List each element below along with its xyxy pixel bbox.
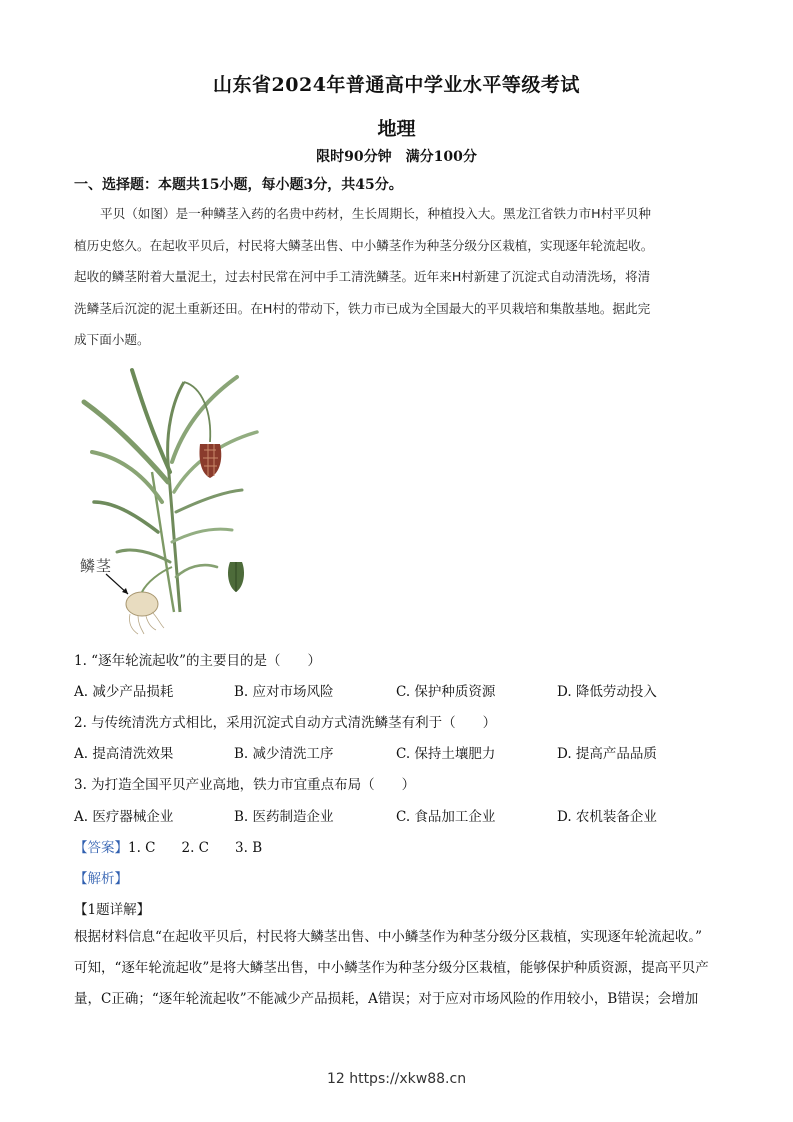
fritillaria-figure <box>72 362 282 637</box>
answer-tag: 【答案】 <box>74 840 128 856</box>
q1-option-b: B. 应对市场风险 <box>234 684 334 700</box>
answer-1: 1. C <box>128 840 156 856</box>
question-2-stem: 2. 与传统清洗方式相比，采用沉淀式自动方式清洗鳞茎有利于（ ） <box>74 715 497 731</box>
q3-option-b: B. 医药制造企业 <box>234 809 334 825</box>
question-3-stem: 3. 为打造全国平贝产业高地，铁力市宜重点布局（ ） <box>74 777 416 793</box>
bulb-label: 鳞茎 <box>80 557 113 575</box>
q2-option-c: C. 保持土壤肥力 <box>396 746 496 762</box>
subject-title: 地理 <box>377 118 416 140</box>
material-line: 洗鳞茎后沉淀的泥土重新还田。在H村的带动下，铁力市已成为全国最大的平贝栽培和集散基地。据此完 <box>74 300 651 316</box>
analysis-line: 根据材料信息“在起收平贝后，村民将大鳞茎出售、中小鳞茎作为种茎分级分区栽植，实现逐年轮流起收。” <box>74 929 703 945</box>
q1-analysis-heading: 【1题详解】 <box>74 902 151 918</box>
section-heading: 一、选择题：本题共15小题，每小题3分，共45分。 <box>74 177 403 193</box>
analysis-tag: 【解析】 <box>74 871 128 887</box>
q2-option-d: D. 提高产品品质 <box>557 746 657 762</box>
answer-3: 3. B <box>235 840 263 856</box>
material-line: 成下面小题。 <box>74 332 150 347</box>
page-footer: 12 https://xkw88.cn <box>326 1071 467 1087</box>
material-line: 平贝（如图）是一种鳞茎入药的名贵中药材，生长周期长，种植投入大。黑龙江省铁力市H村平贝种 <box>100 206 652 221</box>
answer-2: 2. C <box>181 840 210 856</box>
time-score-line: 限时90分钟 满分100分 <box>316 149 477 165</box>
material-line: 植历史悠久。在起收平贝后，村民将大鳞茎出售、中小鳞茎作为种茎分级分区栽植，实现逐年轮流起收。 <box>74 237 654 253</box>
analysis-line: 量，C正确；“逐年轮流起收”不能减少产品损耗，A错误；对于应对市场风险的作用较小，B错误；会增加 <box>74 991 699 1007</box>
q3-option-a: A. 医疗器械企业 <box>74 809 174 825</box>
material-line: 起收的鳞茎附着大量泥土，过去村民常在河中手工清洗鳞茎。近年来H村新建了沉淀式自动清洗场，将清 <box>74 269 651 284</box>
answer-line <box>74 836 262 856</box>
q1-option-a: A. 减少产品损耗 <box>74 684 174 700</box>
q2-option-b: B. 减少清洗工序 <box>234 746 334 762</box>
q3-option-d: D. 农机装备企业 <box>557 809 657 825</box>
question-1-stem: 1. “逐年轮流起收”的主要目的是（ ） <box>74 653 321 669</box>
q1-option-c: C. 保护种质资源 <box>396 684 496 700</box>
material-paragraph <box>74 198 724 356</box>
q2-option-a: A. 提高清洗效果 <box>74 746 174 762</box>
q1-option-d: D. 降低劳动投入 <box>557 684 657 700</box>
exam-title: 山东省2024年普通高中学业水平等级考试 <box>213 74 580 96</box>
analysis-line: 可知，“逐年轮流起收”是将大鳞茎出售，中小鳞茎作为种茎分级分区栽植，能够保护种质资源，提高平贝产 <box>74 960 709 976</box>
analysis-body <box>74 922 724 1015</box>
plant-illustration <box>72 362 282 637</box>
q3-option-c: C. 食品加工企业 <box>396 809 496 825</box>
